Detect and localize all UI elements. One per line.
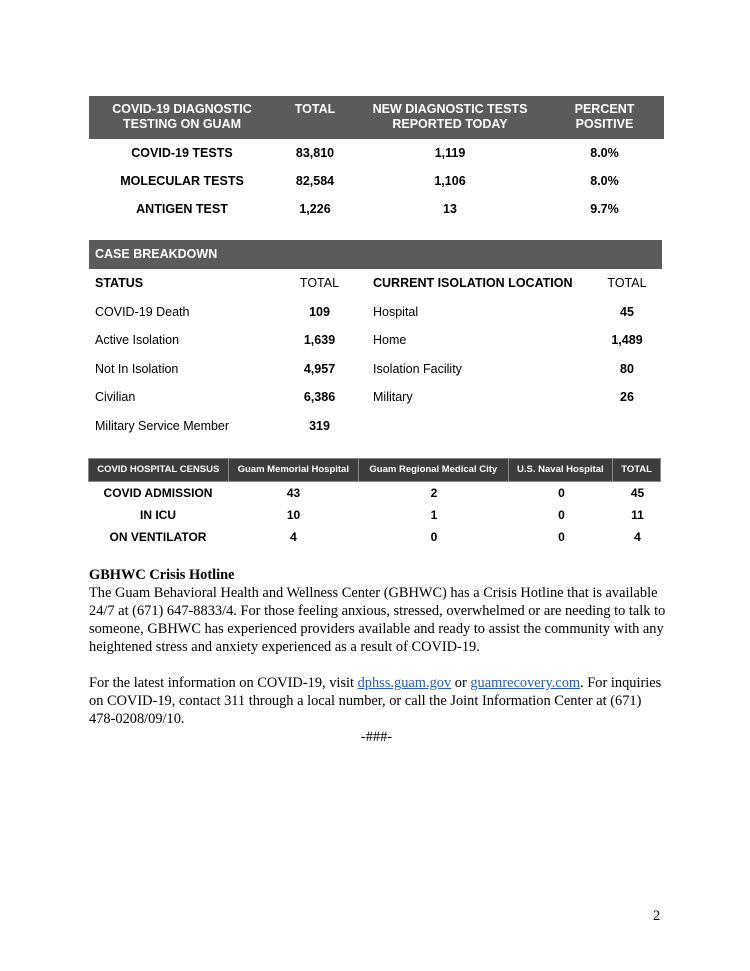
- isolation-location: Hospital: [373, 304, 419, 319]
- testing-header-label: COVID-19 DIAGNOSTIC TESTING ON GUAM: [112, 102, 252, 131]
- text-section: [89, 566, 669, 746]
- case-breakdown-header-row: [89, 269, 662, 298]
- testing-row: [89, 195, 664, 223]
- testing-cell-percent: 9.7%: [590, 202, 619, 216]
- testing-cell-new: 13: [443, 202, 457, 216]
- case-breakdown-row: [89, 383, 662, 412]
- census-header-total: TOTAL: [621, 464, 652, 475]
- isolation-location: Home: [373, 333, 407, 348]
- status-total: 319: [309, 418, 330, 433]
- testing-cell-total: 1,226: [299, 202, 331, 216]
- testing-cell-new: 1,106: [434, 174, 466, 188]
- case-breakdown-row: [89, 412, 662, 441]
- status-total: 1,639: [303, 333, 336, 348]
- census-cell-gmh: 43: [286, 486, 301, 500]
- testing-header-row: [89, 96, 664, 139]
- testing-cell-percent: 8.0%: [590, 146, 619, 160]
- info-suffix: . For inquiries on COVID-19, contact 311 through a local number, or call the Joint Information Center at (671) 478-0208/09/10.: [89, 675, 662, 727]
- testing-header-total: TOTAL: [294, 102, 336, 116]
- end-mark: -###-: [360, 729, 393, 745]
- status-label: Civilian: [95, 390, 136, 405]
- census-cell-total: 45: [630, 486, 645, 500]
- testing-row: [89, 139, 664, 167]
- census-row: [88, 504, 661, 526]
- census-header-grmc: Guam Regional Medical City: [359, 458, 508, 482]
- isolation-total: 26: [620, 390, 634, 405]
- hotline-heading: GBHWC Crisis Hotline: [89, 567, 235, 583]
- status-label: Active Isolation: [95, 333, 180, 348]
- status-header: STATUS: [95, 276, 144, 291]
- isolation-total: 45: [620, 304, 634, 319]
- info-prefix: For the latest information on COVID-19, visit: [89, 675, 358, 691]
- census-header-naval: U.S. Naval Hospital: [509, 458, 614, 482]
- status-total-header: TOTAL: [299, 276, 340, 291]
- census-row: [88, 526, 661, 548]
- status-total: 109: [309, 304, 330, 319]
- page-number: 2: [653, 908, 661, 924]
- status-label: COVID-19 Death: [95, 304, 190, 319]
- guamrecovery-link[interactable]: guamrecovery.com: [470, 675, 581, 691]
- isolation-total: 80: [620, 361, 634, 376]
- diagnostic-testing-table: [89, 96, 664, 223]
- census-cell-label: IN ICU: [140, 508, 176, 522]
- isolation-total-header: TOTAL: [607, 276, 647, 291]
- status-total: 6,386: [303, 390, 336, 405]
- case-breakdown-title: CASE BREAKDOWN: [89, 240, 662, 269]
- testing-cell-percent: 8.0%: [590, 174, 619, 188]
- hotline-body: The Guam Behavioral Health and Wellness Center (GBHWC) has a Crisis Hotline that is available 24/7 at (671) 647-8833/4. For those feeling anxious, stressed, overwhelmed or are needing to talk to someone, GBHWC has experienced providers available and ready to assist the community with any heightened stress and anxiety experienced as a result of COVID-19.: [89, 585, 666, 655]
- census-cell-label: COVID ADMISSION: [103, 486, 213, 500]
- census-cell-grmc: 1: [430, 508, 438, 522]
- testing-cell-label: COVID-19 TESTS: [131, 146, 233, 160]
- status-label: Military Service Member: [95, 418, 230, 433]
- status-total: 4,957: [303, 361, 336, 376]
- census-cell-label: ON VENTILATOR: [109, 530, 207, 544]
- census-cell-total: 4: [634, 530, 641, 544]
- census-cell-naval: 0: [558, 508, 565, 522]
- census-cell-naval: 0: [558, 530, 565, 544]
- isolation-location: Military: [373, 390, 413, 405]
- hospital-census-table: [88, 458, 661, 548]
- status-label: Not In Isolation: [95, 361, 179, 376]
- info-middle: or: [451, 675, 471, 691]
- info-paragraph: [89, 674, 669, 728]
- isolation-total: 1,489: [611, 333, 643, 348]
- census-cell-grmc: 0: [430, 530, 438, 544]
- testing-cell-label: ANTIGEN TEST: [136, 202, 228, 216]
- census-cell-grmc: 2: [430, 486, 438, 500]
- census-header-gmh: Guam Memorial Hospital: [229, 458, 360, 482]
- census-cell-gmh: 4: [290, 530, 297, 544]
- census-cell-total: 11: [631, 508, 644, 522]
- census-cell-gmh: 10: [286, 508, 301, 522]
- census-header-label: COVID HOSPITAL CENSUS: [89, 458, 229, 482]
- testing-cell-label: MOLECULAR TESTS: [120, 174, 244, 188]
- case-breakdown-row: [89, 298, 662, 327]
- isolation-location-header: CURRENT ISOLATION LOCATION: [373, 276, 573, 291]
- testing-header-percent: PERCENT POSITIVE: [574, 102, 635, 131]
- census-cell-naval: 0: [558, 486, 565, 500]
- case-breakdown-table: [89, 240, 662, 440]
- isolation-location: Isolation Facility: [373, 361, 462, 376]
- dphss-link[interactable]: dphss.guam.gov: [357, 675, 452, 691]
- paragraph-spacer: [89, 656, 669, 674]
- testing-cell-total: 82,584: [295, 174, 335, 188]
- census-row: [88, 482, 661, 504]
- case-breakdown-row: [89, 355, 662, 384]
- testing-row: [89, 167, 664, 195]
- testing-cell-total: 83,810: [295, 146, 335, 160]
- testing-header-new: NEW DIAGNOSTIC TESTS REPORTED TODAY: [372, 102, 528, 131]
- census-header-row: [88, 458, 661, 482]
- testing-cell-new: 1,119: [434, 146, 466, 160]
- case-breakdown-row: [89, 326, 662, 355]
